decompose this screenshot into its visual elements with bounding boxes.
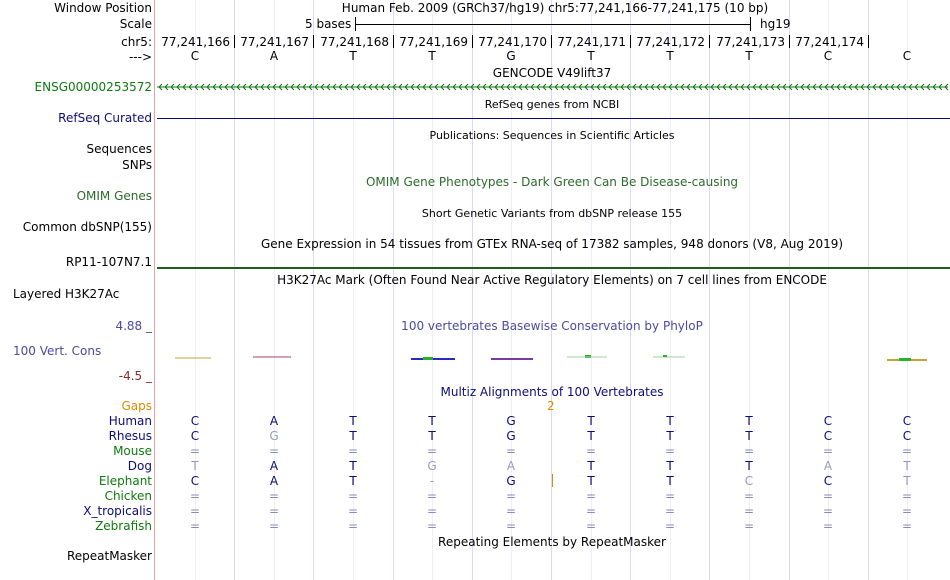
alignment-base: = <box>347 504 359 518</box>
alignment-base: = <box>822 444 834 458</box>
alignment-base: T <box>587 429 595 443</box>
alignment-base: T <box>666 429 674 443</box>
alignment-base: G <box>506 474 516 488</box>
species-label-elephant[interactable]: Elephant <box>98 474 152 488</box>
alignment-base: T <box>428 414 436 428</box>
reference-base: T <box>428 49 436 63</box>
reference-base: C <box>902 49 912 63</box>
ruler-tick <box>630 35 631 48</box>
reference-base: C <box>190 49 200 63</box>
alignment-base: = <box>505 519 517 533</box>
reference-base: T <box>587 49 595 63</box>
alignment-base: = <box>426 444 438 458</box>
species-label-chicken[interactable]: Chicken <box>104 489 152 503</box>
alignment-base: G <box>427 459 437 473</box>
alignment-base: = <box>426 489 438 503</box>
alignment-base: = <box>585 504 597 518</box>
sequences-label[interactable]: Sequences <box>86 142 152 156</box>
alignment-base: - <box>429 474 435 488</box>
alignment-base: = <box>189 444 201 458</box>
reference-base: C <box>823 49 833 63</box>
alignment-base: G <box>269 429 279 443</box>
alignment-base: = <box>585 444 597 458</box>
alignment-base: = <box>664 504 676 518</box>
alignment-base: = <box>901 504 913 518</box>
ruler-tick <box>393 35 394 48</box>
alignment-base: T <box>745 459 753 473</box>
ruler-position: 77,241,173 <box>716 35 785 49</box>
gaps-label[interactable]: Gaps <box>121 399 152 413</box>
conservation-min-value: -4.5 _ <box>118 369 152 383</box>
alignment-base: = <box>901 444 913 458</box>
species-label-x-tropicalis[interactable]: X_tropicalis <box>83 504 152 518</box>
conservation-wiggle[interactable] <box>155 350 950 366</box>
publications-track-title[interactable]: Publications: Sequences in Scientific Articles <box>429 129 675 142</box>
ruler-position: 77,241,167 <box>240 35 309 49</box>
reference-base: T <box>745 49 753 63</box>
alignment-base: = <box>505 444 517 458</box>
alignment-base: = <box>901 489 913 503</box>
gaps-count: 2 <box>547 399 555 413</box>
ruler-position: 77,241,168 <box>320 35 389 49</box>
ruler-tick <box>789 35 790 48</box>
scale-bar-text: 5 bases <box>305 17 352 31</box>
alignment-base: T <box>349 429 357 443</box>
ruler-position: 77,241,171 <box>557 35 626 49</box>
alignment-base: = <box>189 504 201 518</box>
alignment-base: T <box>903 474 911 488</box>
scale-label: Scale <box>119 17 152 31</box>
gencode-gene-model[interactable] <box>155 80 950 94</box>
alignment-base: = <box>585 489 597 503</box>
alignment-base: = <box>189 519 201 533</box>
conservation-track-title[interactable]: 100 vertebrates Basewise Conservation by PhyloP <box>401 319 703 333</box>
alignment-base: C <box>823 414 833 428</box>
ruler-tick <box>313 35 314 48</box>
alignment-base: T <box>666 414 674 428</box>
alignment-base: = <box>347 444 359 458</box>
alignment-base: = <box>268 489 280 503</box>
ruler-position: 77,241,170 <box>478 35 547 49</box>
alignment-base: T <box>903 459 911 473</box>
refseq-curated-label[interactable]: RefSeq Curated <box>58 111 152 125</box>
alignment-base: = <box>822 504 834 518</box>
ruler-tick <box>551 35 552 48</box>
species-label-human[interactable]: Human <box>108 414 152 428</box>
assembly-position-text: Human Feb. 2009 (GRCh37/hg19) chr5:77,241,166-77,241,175 (10 bp) <box>341 1 769 15</box>
ruler-position: 77,241,172 <box>636 35 705 49</box>
reference-base: T <box>666 49 674 63</box>
species-label-mouse[interactable]: Mouse <box>113 444 152 458</box>
layered-h3k27ac-label[interactable]: Layered H3K27Ac <box>13 287 120 301</box>
alignment-base: T <box>349 459 357 473</box>
alignment-base: A <box>269 474 279 488</box>
alignment-base: T <box>745 414 753 428</box>
dbsnp-track-title[interactable]: Short Genetic Variants from dbSNP release 155 <box>421 207 683 220</box>
alignment-base: = <box>347 489 359 503</box>
alignment-base: = <box>268 444 280 458</box>
gtex-gene-label[interactable]: RP11-107N7.1 <box>65 255 152 269</box>
alignment-base: T <box>191 459 199 473</box>
elephant-insertion-marker <box>552 474 553 487</box>
ruler-tick <box>868 35 869 48</box>
alignment-base: C <box>190 414 200 428</box>
alignment-base: C <box>190 474 200 488</box>
alignment-base: = <box>664 444 676 458</box>
ruler-position: 77,241,169 <box>399 35 468 49</box>
alignment-base: T <box>666 474 674 488</box>
snps-label[interactable]: SNPs <box>122 158 152 172</box>
alignment-base: = <box>901 519 913 533</box>
reference-base: A <box>269 49 279 63</box>
ruler-tick <box>234 35 235 48</box>
ruler-tick <box>472 35 473 48</box>
alignment-base: T <box>428 429 436 443</box>
alignment-base: T <box>587 459 595 473</box>
alignment-base: = <box>505 504 517 518</box>
alignment-base: = <box>743 519 755 533</box>
omim-genes-label[interactable]: OMIM Genes <box>76 189 152 203</box>
scale-db-text: hg19 <box>760 17 791 31</box>
alignment-base: A <box>269 459 279 473</box>
alignment-base: = <box>268 504 280 518</box>
alignment-base: C <box>190 429 200 443</box>
alignment-base: G <box>506 414 516 428</box>
reference-base: G <box>506 49 516 63</box>
window-position-label: Window Position <box>54 1 152 15</box>
alignment-base: T <box>745 429 753 443</box>
gtex-gene-bar[interactable] <box>157 267 950 269</box>
alignment-base: = <box>743 504 755 518</box>
alignment-base: = <box>426 504 438 518</box>
alignment-base: = <box>189 489 201 503</box>
alignment-base: A <box>506 459 516 473</box>
alignment-base: = <box>664 489 676 503</box>
gencode-track-title[interactable]: GENCODE V49lift37 <box>492 66 612 80</box>
gtex-track-title[interactable]: Gene Expression in 54 tissues from GTEx RNA-seq of 17382 samples, 948 donors (V8, Aug 2019) <box>260 237 844 251</box>
refseq-gene-line[interactable] <box>157 118 950 119</box>
species-label-rhesus[interactable]: Rhesus <box>108 429 152 443</box>
strand-label: ---> <box>128 50 152 64</box>
omim-track-title[interactable]: OMIM Gene Phenotypes - Dark Green Can Be Disease-causing <box>365 175 739 189</box>
repeatmasker-label[interactable]: RepeatMasker <box>66 549 152 563</box>
alignment-base: C <box>823 474 833 488</box>
alignment-base: = <box>664 519 676 533</box>
chrom-label: chr5: <box>121 35 152 49</box>
alignment-base: A <box>269 414 279 428</box>
alignment-base: A <box>823 459 833 473</box>
alignment-base: C <box>902 429 912 443</box>
alignment-base: = <box>505 489 517 503</box>
multiz-track-title[interactable]: Multiz Alignments of 100 Vertebrates <box>440 385 664 399</box>
alignment-base: C <box>902 414 912 428</box>
repeatmasker-track-title[interactable]: Repeating Elements by RepeatMasker <box>438 535 666 549</box>
alignment-base: T <box>587 474 595 488</box>
alignment-base: = <box>585 519 597 533</box>
alignment-base: = <box>743 489 755 503</box>
alignment-base: T <box>666 459 674 473</box>
vert-cons-label[interactable]: 100 Vert. Cons <box>13 344 102 358</box>
alignment-base: T <box>349 414 357 428</box>
ruler-tick <box>709 35 710 48</box>
alignment-base: T <box>587 414 595 428</box>
species-label-zebrafish[interactable]: Zebrafish <box>95 519 152 533</box>
alignment-base: = <box>822 519 834 533</box>
alignment-base: = <box>268 519 280 533</box>
refseq-track-title[interactable]: RefSeq genes from NCBI <box>484 98 620 111</box>
reference-base: T <box>349 49 357 63</box>
alignment-base: = <box>743 444 755 458</box>
ruler-position: 77,241,166 <box>161 35 230 49</box>
h3k27ac-track-title[interactable]: H3K27Ac Mark (Often Found Near Active Regulatory Elements) on 7 cell lines from ENCODE <box>277 273 827 287</box>
alignment-base: T <box>349 474 357 488</box>
alignment-base: C <box>823 429 833 443</box>
gencode-gene-label[interactable]: ENSG00000253572 <box>34 80 152 94</box>
alignment-base: = <box>822 489 834 503</box>
conservation-max-value: 4.88 _ <box>115 319 152 333</box>
ruler-position: 77,241,174 <box>795 35 864 49</box>
alignment-base: = <box>347 519 359 533</box>
common-dbsnp-label[interactable]: Common dbSNP(155) <box>22 220 152 234</box>
species-label-dog[interactable]: Dog <box>127 459 152 473</box>
alignment-base: G <box>506 429 516 443</box>
alignment-base: C <box>744 474 754 488</box>
alignment-base: = <box>426 519 438 533</box>
